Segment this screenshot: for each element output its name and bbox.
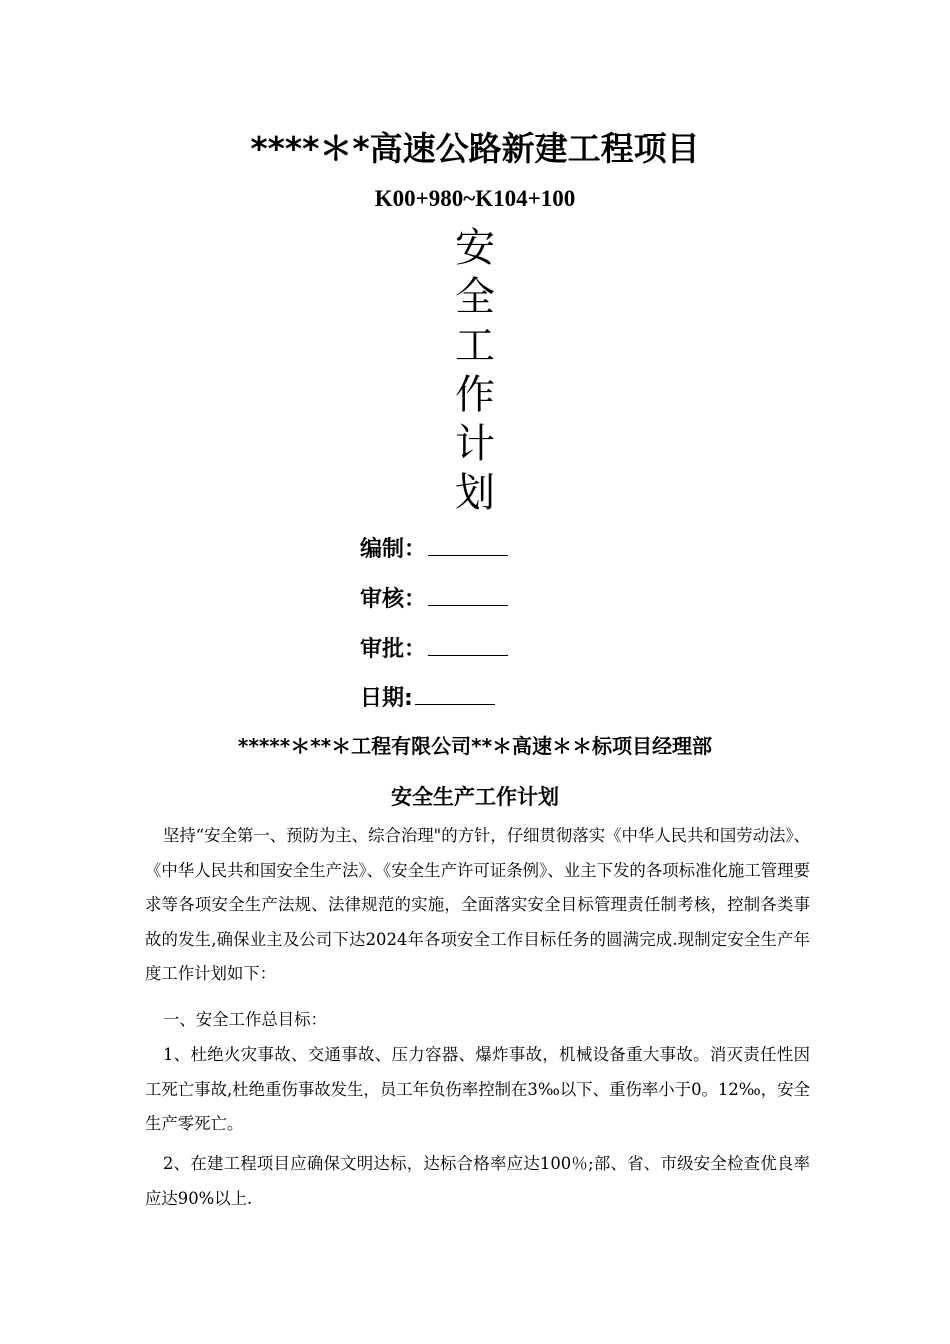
signoff-reviewed (360, 583, 508, 615)
heading-general-goal: 一、安全工作总目标： (163, 1010, 327, 1029)
cover-title-char: 计 (455, 421, 495, 467)
signoff-date (360, 682, 495, 714)
cover-title-char: 作 (455, 372, 495, 418)
company-line: *****＊**＊工程有限公司**＊高速＊＊标项目经理部 (237, 734, 713, 758)
signoff-compiled (360, 533, 508, 565)
cover-title-char: 全 (455, 274, 495, 320)
cover-vertical-title (425, 224, 525, 518)
intro-paragraph: 坚持“安全第一、预防为主、综合治理"的方针，仔细贯彻落实《中华人民共和国劳动法》、《中华人民共和国安全生产法》、《安全生产许可证条例》、业主下发的各项标准化施工管理要求等各项安全生产法规、法律规范的实施，全面落实安全目标管理责任制考核，控制各类事故的发生,确保业主及公司下达2024年各项安全工作目标任务的圆满完成.现制定安全生产年度工作计划如下： (145, 826, 810, 984)
signoff-label: 编制： (360, 537, 427, 562)
section-title: 安全生产工作计划 (391, 785, 559, 809)
cover-title-char: 工 (455, 323, 495, 369)
signature-blank (428, 583, 508, 606)
signoff-label: 审核： (360, 587, 427, 612)
signature-blank (428, 633, 508, 656)
document-title: ****＊*高速公路新建工程项目 (250, 129, 700, 168)
signoff-label: 审批： (360, 637, 427, 662)
goal-item-2: 2、在建工程项目应确保文明达标，达标合格率应达100％;部、省、市级安全检查优良率应达90%以上. (145, 1154, 810, 1208)
signoff-approved (360, 633, 508, 665)
stake-range: K00+980~K104+100 (374, 186, 576, 211)
signature-blank (415, 682, 495, 705)
cover-title-char: 安 (455, 225, 495, 271)
signoff-label: 日期: (360, 686, 413, 711)
signature-blank (428, 533, 508, 556)
cover-title-char: 划 (455, 470, 495, 516)
goal-item-1: 1、杜绝火灾事故、交通事故、压力容器、爆炸事故，机械设备重大事故。消灭责任性因工死亡事故,杜绝重伤事故发生，员工年负伤率控制在3‰以下、重伤率小于0。12‰，安全生产零死亡。 (145, 1045, 810, 1134)
